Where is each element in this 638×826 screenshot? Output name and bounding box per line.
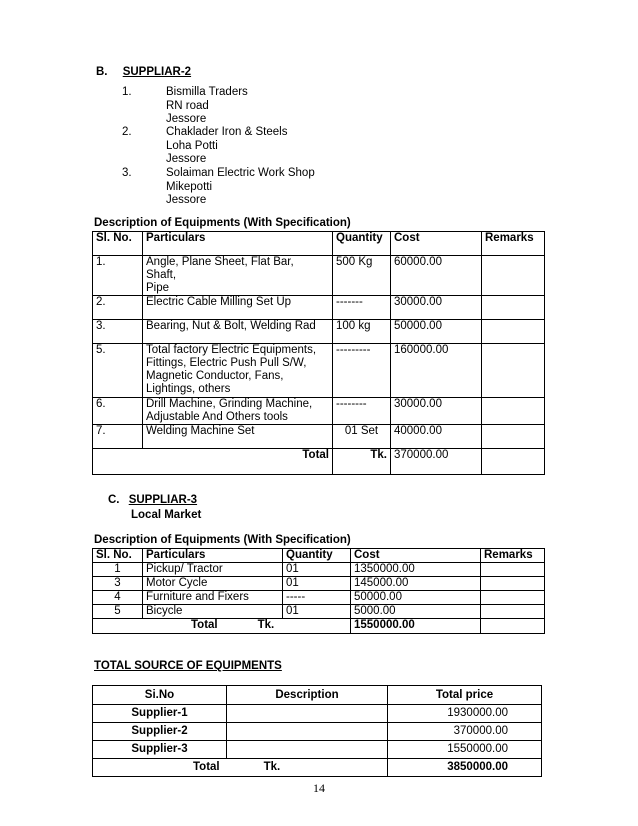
header-cost: Cost [351, 549, 481, 563]
cell-description [227, 705, 388, 723]
cell-particulars: Welding Machine Set [143, 425, 333, 449]
total-spacer [93, 449, 143, 475]
cell-particulars: Electric Cable Milling Set Up [143, 296, 333, 320]
header-description: Description [227, 686, 388, 705]
cell-remarks [481, 591, 545, 605]
cell-remarks [482, 425, 545, 449]
total-currency: Tk. [333, 449, 391, 475]
table-row [93, 256, 545, 296]
cell-sl: 7. [93, 425, 143, 449]
table-row [93, 563, 545, 577]
cell-cost: 160000.00 [391, 344, 482, 398]
table-header-row [93, 232, 545, 256]
table-row [93, 425, 545, 449]
page-number: 14 [313, 781, 325, 795]
cell-sl: 1 [93, 563, 143, 577]
table-row [93, 320, 545, 344]
section-c-title: SUPPLIAR-3 [128, 494, 198, 506]
cell-quantity: 500 Kg [333, 256, 391, 296]
cell-cost: 5000.00 [351, 605, 481, 619]
table-header-row [93, 549, 545, 563]
section-b-letter: B. [96, 66, 108, 78]
cell-remarks [482, 344, 545, 398]
cell-sl: 3 [93, 577, 143, 591]
cell-remarks [482, 256, 545, 296]
cell-sl: 2. [93, 296, 143, 320]
cell-particulars: Furniture and Fixers [143, 591, 283, 605]
table-total-row [93, 759, 542, 777]
total-value: 3850000.00 [388, 759, 542, 777]
cell-particulars: Motor Cycle [143, 577, 283, 591]
cell-price: 1930000.00 [388, 705, 542, 723]
cell-cost: 30000.00 [391, 398, 482, 425]
table-row [93, 705, 542, 723]
total-source-heading: TOTAL SOURCE OF EQUIPMENTS [94, 660, 282, 672]
cell-quantity: 01 [283, 605, 351, 619]
cell-sl: 4 [93, 591, 143, 605]
header-si-no: Si.No [93, 686, 227, 705]
cell-cost: 30000.00 [391, 296, 482, 320]
table-row [93, 296, 545, 320]
cell-cost: 40000.00 [391, 425, 482, 449]
cell-cost: 1350000.00 [351, 563, 481, 577]
cell-remarks [481, 605, 545, 619]
total-label: Total [193, 761, 220, 773]
section-b-table-caption: Description of Equipments (With Specification) [94, 217, 351, 229]
cell-description [227, 723, 388, 741]
header-particulars: Particulars [143, 232, 333, 256]
cell-remarks [481, 563, 545, 577]
cell-cost: 145000.00 [351, 577, 481, 591]
header-sl-no: Sl. No. [93, 549, 143, 563]
table-row [93, 591, 545, 605]
total-currency: Tk. [257, 619, 275, 631]
cell-particulars: Pickup/ Tractor [143, 563, 283, 577]
total-value: 370000.00 [391, 449, 482, 475]
supplier-number: 2. [122, 126, 132, 138]
cell-quantity: 01 Set [333, 425, 391, 449]
section-c-table-caption: Description of Equipments (With Specification) [94, 534, 351, 546]
cell-sl: 5. [93, 344, 143, 398]
cell-remarks [482, 398, 545, 425]
total-label-cell [93, 619, 351, 634]
total-label: Total [191, 619, 218, 631]
section-c-subheading: Local Market [131, 509, 202, 521]
cell-sl: 1. [93, 256, 143, 296]
table-row [93, 577, 545, 591]
total-value: 1550000.00 [351, 619, 481, 634]
total-currency: Tk. [263, 761, 281, 773]
supplier-address: Solaiman Electric Work Shop Mikepotti Jessore [166, 167, 315, 206]
supplier-number: 3. [122, 167, 132, 179]
header-quantity: Quantity [333, 232, 391, 256]
supplier-number: 1. [122, 86, 132, 98]
header-cost: Cost [391, 232, 482, 256]
total-remarks [481, 619, 545, 634]
header-quantity: Quantity [283, 549, 351, 563]
total-remarks [482, 449, 545, 475]
table-total-row [93, 619, 545, 634]
section-b-equipment-table [92, 231, 545, 475]
cell-remarks [482, 320, 545, 344]
cell-particulars: Bicycle [143, 605, 283, 619]
section-c-equipment-table [92, 548, 545, 634]
cell-price: 1550000.00 [388, 741, 542, 759]
cell-particulars: Total factory Electric Equipments, Fittings, Electric Push Pull S/W, Magnetic Conductor, Fans, Lightings, others [143, 344, 333, 398]
header-remarks: Remarks [481, 549, 545, 563]
cell-cost: 50000.00 [391, 320, 482, 344]
section-c-heading [108, 494, 197, 506]
cell-quantity: -------- [333, 398, 391, 425]
cell-description [227, 741, 388, 759]
supplier-address: Chaklader Iron & Steels Loha Potti Jessore [166, 126, 288, 165]
cell-quantity: 01 [283, 577, 351, 591]
total-label: Total [143, 449, 333, 475]
header-sl-no: Sl. No. [93, 232, 143, 256]
cell-si: Supplier-1 [93, 705, 227, 723]
table-row [93, 723, 542, 741]
table-row [93, 344, 545, 398]
cell-si: Supplier-2 [93, 723, 227, 741]
cell-particulars: Bearing, Nut & Bolt, Welding Rad [143, 320, 333, 344]
header-remarks: Remarks [482, 232, 545, 256]
cell-particulars: Angle, Plane Sheet, Flat Bar, Shaft, Pipe [143, 256, 333, 296]
total-source-table [92, 685, 542, 777]
section-c-letter: C. [108, 494, 120, 506]
section-b-title: SUPPLIAR-2 [122, 66, 192, 78]
table-row [93, 741, 542, 759]
cell-sl: 3. [93, 320, 143, 344]
cell-particulars: Drill Machine, Grinding Machine, Adjustable And Others tools [143, 398, 333, 425]
header-total-price: Total price [388, 686, 542, 705]
cell-quantity: --------- [333, 344, 391, 398]
cell-quantity: ------- [333, 296, 391, 320]
cell-remarks [481, 577, 545, 591]
cell-si: Supplier-3 [93, 741, 227, 759]
table-total-row [93, 449, 545, 475]
table-row [93, 398, 545, 425]
cell-quantity: ----- [283, 591, 351, 605]
cell-cost: 60000.00 [391, 256, 482, 296]
cell-cost: 50000.00 [351, 591, 481, 605]
total-label-cell [93, 759, 388, 777]
cell-sl: 5 [93, 605, 143, 619]
cell-price: 370000.00 [388, 723, 542, 741]
header-particulars: Particulars [143, 549, 283, 563]
cell-quantity: 100 kg [333, 320, 391, 344]
table-row [93, 605, 545, 619]
cell-sl: 6. [93, 398, 143, 425]
table-header-row [93, 686, 542, 705]
supplier-address: Bismilla Traders RN road Jessore [166, 86, 248, 125]
cell-quantity: 01 [283, 563, 351, 577]
cell-remarks [482, 296, 545, 320]
section-b-heading [96, 66, 191, 78]
